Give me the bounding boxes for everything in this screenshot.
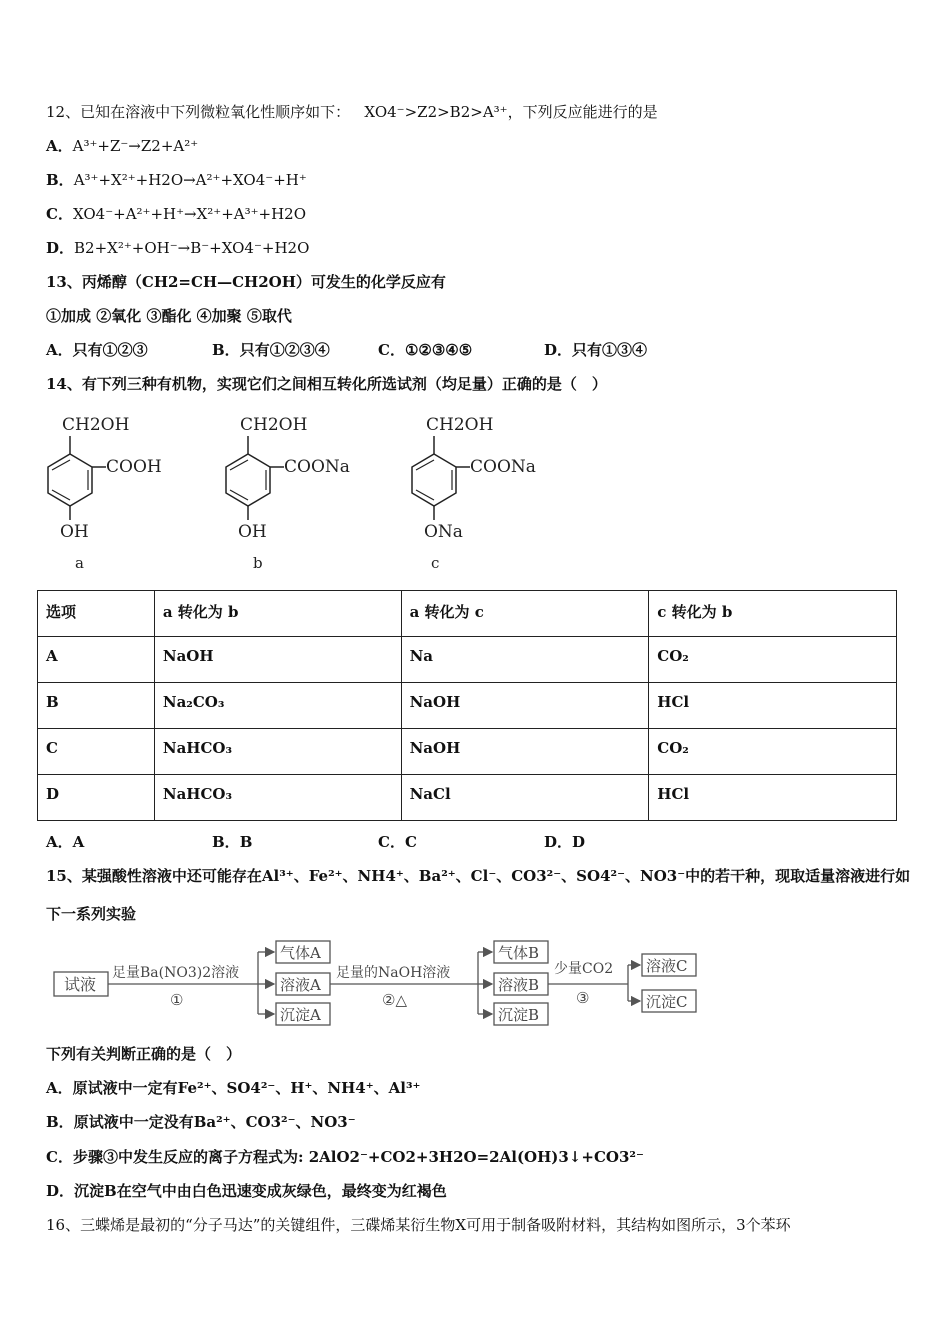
table-cell: CO₂: [649, 729, 897, 775]
table-cell: NaOH: [154, 637, 401, 683]
q13-reactions: ①加成 ②氧化 ③酯化 ④加聚 ⑤取代: [46, 307, 292, 325]
flow-precipitate-a: 沉淀A: [280, 1006, 321, 1024]
q14-stem: 14、有下列三种有机物，实现它们之间相互转化所选试剂（均足量）正确的是（ ）: [46, 375, 607, 393]
flow-step1-num: ①: [170, 991, 184, 1009]
structure-b-bottom: OH: [238, 522, 267, 542]
q12-option-b: B．A³⁺+X²⁺+H2O→A²⁺+XO4⁻+H⁺: [46, 171, 307, 189]
structure-a: [44, 410, 184, 544]
q15-option-b: B．原试液中一定没有Ba²⁺、CO3²⁻、NO3⁻: [46, 1113, 356, 1131]
table-cell: Na: [401, 637, 649, 683]
reagent-table: [37, 590, 897, 821]
table-cell: A: [38, 637, 155, 683]
q15-option-d: D．沉淀B在空气中由白色迅速变成灰绿色，最终变为红褐色: [46, 1182, 447, 1200]
table-cell: NaCl: [401, 775, 649, 821]
flow-step1-reagent: 足量Ba(NO3)2溶液: [112, 965, 240, 981]
flow-step2-num: ②△: [382, 991, 407, 1009]
table-header-row: [38, 591, 897, 637]
flow-start: 试液: [64, 975, 97, 994]
structure-a-caption: a: [75, 554, 84, 572]
q12-option-a: A．A³⁺+Z⁻→Z2+A²⁺: [46, 137, 199, 155]
flow-precipitate-b: 沉淀B: [498, 1006, 540, 1024]
flow-solution-c: 溶液C: [646, 957, 688, 975]
structure-a-side: COOH: [106, 457, 162, 477]
structure-b-caption: b: [253, 554, 263, 572]
table-row: [38, 637, 897, 683]
structure-b: [222, 410, 372, 544]
q15-option-a: A．原试液中一定有Fe²⁺、SO4²⁻、H⁺、NH4⁺、Al³⁺: [46, 1079, 421, 1097]
table-cell: D: [38, 775, 155, 821]
q16-stem: 16、三蝶烯是最初的“分子马达”的关键组件，三碟烯某衍生物X可用于制备吸附材料，其结构如图所示，3个苯环: [46, 1216, 791, 1234]
experiment-flowchart: [46, 935, 706, 1039]
flow-gas-a: 气体A: [280, 944, 321, 962]
q12-option-d: D．B2+X²⁺+OH⁻→B⁻+XO4⁻+H2O: [46, 239, 310, 257]
q13-options: A．只有①②③ B．只有①②③④ C．①②③④⑤ D．只有①③④: [46, 341, 648, 359]
q12-stem: 12、已知在溶液中下列微粒氧化性顺序如下： XO4⁻>Z2>B2>A³⁺，下列反应能进行的是: [46, 103, 658, 121]
table-cell: CO₂: [649, 637, 897, 683]
q15-question: 下列有关判断正确的是（ ）: [46, 1045, 242, 1063]
q15-stem-line2: 下一系列实验: [46, 905, 137, 923]
table-cell: HCl: [649, 683, 897, 729]
table-row: [38, 729, 897, 775]
structure-c-side: COONa: [470, 457, 536, 477]
structure-a-bottom: OH: [60, 522, 89, 542]
structure-c: [408, 410, 558, 544]
table-header-cell: c 转化为 b: [649, 591, 897, 637]
flow-solution-a: 溶液A: [280, 976, 321, 994]
q13-stem: 13、丙烯醇（CH2=CH—CH2OH）可发生的化学反应有: [46, 273, 446, 291]
table-cell: NaHCO₃: [154, 775, 401, 821]
q15-option-c: C．步骤③中发生反应的离子方程式为: 2AlO2⁻+CO2+3H2O=2Al(OH)3↓+CO3²⁻: [46, 1148, 644, 1166]
structure-a-top: CH2OH: [62, 415, 130, 435]
table-header-cell: a 转化为 b: [154, 591, 401, 637]
table-header-cell: a 转化为 c: [401, 591, 649, 637]
table-cell: NaOH: [401, 729, 649, 775]
table-cell: B: [38, 683, 155, 729]
table-cell: NaHCO₃: [154, 729, 401, 775]
flow-precipitate-c: 沉淀C: [646, 993, 688, 1011]
structure-b-top: CH2OH: [240, 415, 308, 435]
q12-option-c: C．XO4⁻+A²⁺+H⁺→X²⁺+A³⁺+H2O: [46, 205, 307, 223]
structure-c-caption: c: [431, 554, 440, 572]
flow-step3-num: ③: [576, 989, 590, 1007]
table-header-cell: 选项: [38, 591, 155, 637]
table-cell: HCl: [649, 775, 897, 821]
flow-gas-b: 气体B: [498, 944, 540, 962]
flow-step3-reagent: 少量CO2: [554, 961, 614, 977]
structure-c-top: CH2OH: [426, 415, 494, 435]
table-row: [38, 775, 897, 821]
structure-b-side: COONa: [284, 457, 350, 477]
flow-step2-reagent: 足量的NaOH溶液: [336, 965, 451, 981]
table-row: [38, 683, 897, 729]
table-cell: NaOH: [401, 683, 649, 729]
table-cell: Na₂CO₃: [154, 683, 401, 729]
structure-c-bottom: ONa: [424, 522, 463, 542]
q14-options: A．A B．B C．C D．D: [46, 833, 586, 851]
q15-stem-line1: 15、某强酸性溶液中还可能存在Al³⁺、Fe²⁺、NH4⁺、Ba²⁺、Cl⁻、CO3²⁻、SO4²⁻、NO3⁻中的若干种，现取适量溶液进行如: [46, 867, 911, 885]
flow-solution-b: 溶液B: [498, 976, 540, 994]
table-cell: C: [38, 729, 155, 775]
